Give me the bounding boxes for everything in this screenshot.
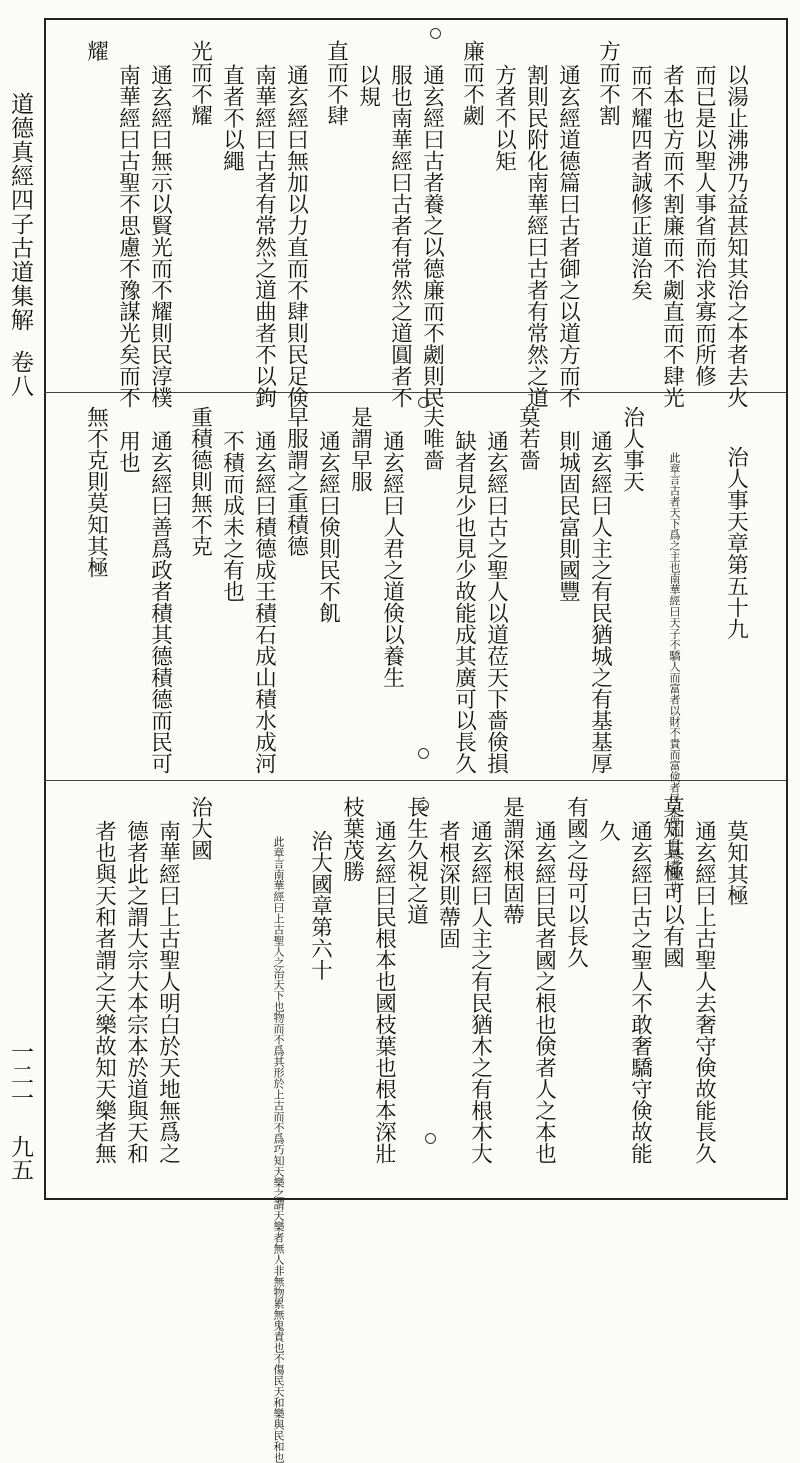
volume-label: 卷八 <box>7 350 33 398</box>
top-col-3: 者本也方而不割廉而不劌直而不肆光 <box>659 64 685 408</box>
chapter-59-note: 此章言古者天下爲之主也南華經曰天子不驕人而富者以財不貴而富倹者民不侮而有德者國也 <box>668 452 681 892</box>
mid-col-1: 治人事天 <box>619 406 645 492</box>
section-mark-circle <box>418 397 429 408</box>
mid-col-10: 通玄經曰倹則民不飢 <box>315 430 341 624</box>
mid-col-15: 通玄經曰善爲政者積其德積德而民可 <box>147 430 173 774</box>
bot-col-17: 者也與天和者謂之天樂故知天樂者無 <box>91 820 117 1164</box>
bot-col-3: 莫知其極可以有國 <box>659 796 685 968</box>
page-number: 一二一 九五 <box>7 1040 33 1181</box>
bot-col-7: 通玄經曰民者國之根也倹者人之本也 <box>531 820 557 1164</box>
top-col-15: 南華經曰古者有常然之道曲者不以鉤 <box>251 64 277 408</box>
bot-col-15: 南華經曰上古聖人明白於天地無爲之 <box>155 820 181 1164</box>
bot-col-14: 治大國 <box>187 796 213 861</box>
mid-col-9: 是謂早服 <box>347 406 373 492</box>
bot-col-9: 通玄經曰人主之有民猶木之有根木大 <box>467 820 493 1164</box>
top-col-7: 割則民附化南華經曰古者有常然之道 <box>523 64 549 408</box>
mid-col-7: 夫唯嗇 <box>419 406 445 471</box>
mid-col-3: 則城固民富則國豐 <box>555 430 581 602</box>
section-mark-circle <box>418 748 429 759</box>
bot-col-11: 長生久視之道 <box>403 796 429 925</box>
mid-col-5: 通玄經曰古之聖人以道莅天下嗇倹損 <box>483 430 509 774</box>
mid-col-8: 通玄經曰人君之道倹以養生 <box>379 430 405 688</box>
book-title: 道德真經四子古道集解 <box>7 92 33 332</box>
top-col-11: 服也南華經曰古者有常然之道圓者不 <box>387 64 413 408</box>
top-col-4: 而不耀四者誠修正道治矣 <box>627 64 653 301</box>
section-mark-circle <box>418 800 429 811</box>
mid-col-4: 莫若嗇 <box>515 406 541 471</box>
top-col-6: 通玄經道德篇曰古者御之以道方而不 <box>555 64 581 408</box>
top-col-8: 方者不以矩 <box>491 64 517 172</box>
bot-col-12: 通玄經曰民根本也國枝葉也根本深壯 <box>371 820 397 1164</box>
mid-col-17: 無不克則莫知其極 <box>83 406 109 578</box>
top-col-18: 通玄經曰無示以賢光而不耀則民淳樸 <box>147 64 173 408</box>
top-col-16: 直者不以繩 <box>219 64 245 172</box>
bot-col-5: 久 <box>595 820 621 842</box>
mid-col-16: 用也 <box>115 430 141 473</box>
top-col-9: 廉而不劌 <box>459 40 485 126</box>
mid-col-13: 不積而成未之有也 <box>219 430 245 602</box>
top-col-19: 南華經曰古聖不思慮不豫謀光矣而不 <box>115 64 141 408</box>
top-col-10: 通玄經曰古者養之以德廉而不劌則民 <box>419 64 445 408</box>
bot-col-16: 德者此之謂大宗大本宗本於道與天和 <box>123 820 149 1164</box>
top-col-13: 直而不肆 <box>323 40 349 126</box>
mid-col-6: 缺者見少也見少故能成其廣可以長久 <box>451 430 477 774</box>
top-col-14: 通玄經曰無加以力直而不肆則民足倹 <box>283 64 309 408</box>
bot-col-6: 有國之母可以長久 <box>563 796 589 968</box>
bot-col-8: 是謂深根固蔕 <box>499 796 525 925</box>
mid-col-11: 早服謂之重積德 <box>283 406 309 557</box>
mid-col-14: 重積德則無不克 <box>187 406 213 557</box>
bot-col-10: 者根深則蔕固 <box>435 820 461 949</box>
chapter-60-note: 此章言南華經曰上古聖人之治天下也物而不爲其形於上古而不爲巧知天樂之謂天樂者無人非無物累無鬼責也不傷民天和樂與民和也 <box>272 836 285 1463</box>
margin-book-info <box>4 92 37 398</box>
bot-col-13: 枝葉茂勝 <box>339 796 365 882</box>
section-mark-circle <box>425 1133 436 1144</box>
bot-col-4: 通玄經曰古之聖人不敢奢驕守倹故能 <box>627 820 653 1164</box>
bot-col-2: 通玄經曰上古聖人去奢守倹故能長久 <box>691 820 717 1164</box>
top-col-20: 耀 <box>83 40 109 62</box>
top-col-17: 光而不耀 <box>187 40 213 126</box>
mid-col-12: 通玄經曰積德成王積石成山積水成河 <box>251 430 277 774</box>
top-col-1: 以湯止沸沸乃益甚知其治之本者去火 <box>723 64 749 408</box>
mid-col-2: 通玄經曰人主之有民猶城之有基基厚 <box>587 430 613 774</box>
bot-col-1: 莫知其極 <box>723 820 749 906</box>
top-col-5: 方而不割 <box>595 40 621 126</box>
top-col-12: 以規 <box>355 64 381 107</box>
chapter-60-heading: 治大國章第六十 <box>307 830 333 981</box>
top-col-2: 而已是以聖人事省而治求寡而所修 <box>691 64 717 387</box>
section-mark-circle <box>430 28 441 39</box>
chapter-59-heading: 治人事天章第五十九 <box>723 446 749 640</box>
